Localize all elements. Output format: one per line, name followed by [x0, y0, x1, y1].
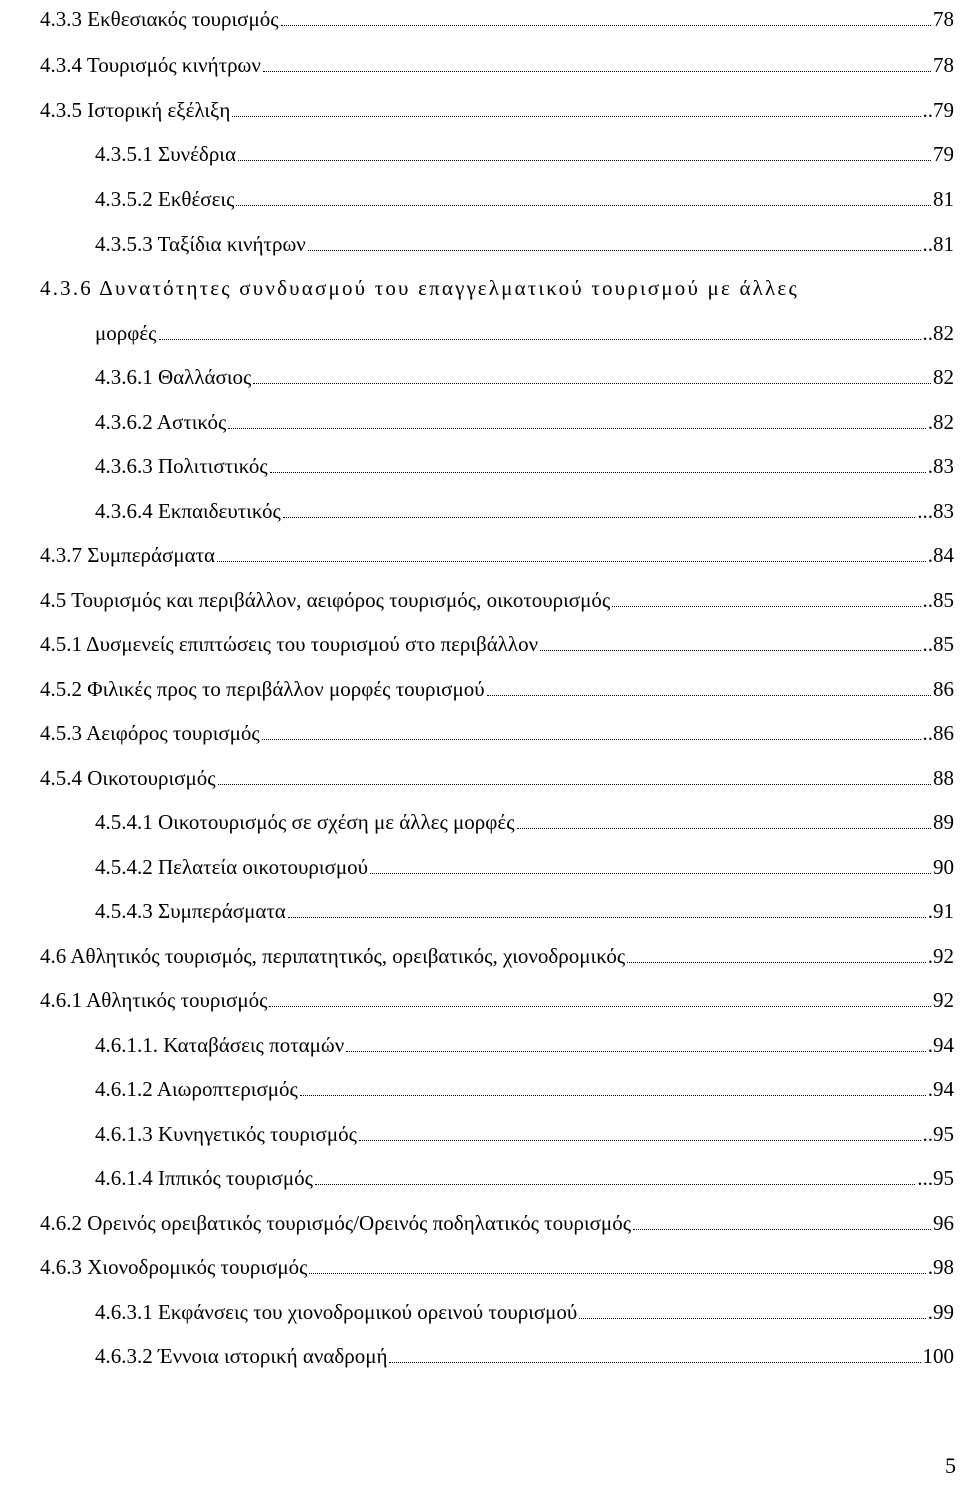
toc-entry — [95, 1066, 954, 1102]
toc-entry-page: ..95 — [922, 1122, 954, 1146]
toc-entry-title: 4.6.2 Ορεινός ορειβατικός τουρισμός/Ορεινός ποδηλατικός τουρισμός — [40, 1211, 632, 1235]
dot-leader — [281, 25, 931, 26]
dot-leader — [218, 784, 931, 785]
dot-leader — [308, 250, 921, 251]
toc-entry-title: 4.6.3.2 Έννοια ιστορική αναδρομή — [95, 1344, 388, 1368]
toc-entry — [95, 399, 954, 435]
toc-entry-page: .92 — [927, 944, 954, 968]
toc-entry — [40, 42, 954, 78]
toc-entry-page: 78 — [933, 53, 954, 77]
toc-entry-title: 4.3.6 Δυνατότητες συνδυασμού του επαγγελματικού τουρισμού με άλλες — [40, 276, 799, 300]
toc-entry-page: .84 — [927, 543, 954, 567]
toc-entry-page: 96 — [933, 1211, 954, 1235]
dot-leader — [359, 1140, 921, 1141]
dot-leader — [627, 962, 926, 963]
dot-leader — [633, 1229, 931, 1230]
toc-entry — [40, 755, 954, 791]
toc-entry — [40, 933, 954, 969]
toc-entry-page: 88 — [933, 766, 954, 790]
toc-entry-page: ..85 — [922, 588, 954, 612]
toc-entry-page: .99 — [927, 1300, 954, 1324]
toc-entry-title: 4.3.5.2 Εκθέσεις — [95, 187, 235, 211]
toc-entry — [95, 1111, 954, 1147]
toc-entry-title: 4.5.3 Αειφόρος τουρισμός — [40, 721, 260, 745]
toc-entry-title: 4.5.4.3 Συμπεράσματα — [95, 899, 286, 923]
dot-leader — [315, 1184, 915, 1185]
toc-entry — [95, 1289, 954, 1325]
toc-entry-page: ...95 — [917, 1166, 954, 1190]
toc-entry-title: 4.5.4 Οικοτουρισμός — [40, 766, 216, 790]
dot-leader — [370, 873, 931, 874]
toc-entry-title: 4.3.5 Ιστορική εξέλιξη — [40, 98, 231, 122]
toc-entry — [95, 844, 954, 880]
dot-leader — [517, 828, 931, 829]
toc-entry-page: 79 — [933, 142, 954, 166]
toc-entry — [95, 131, 954, 167]
toc-entry-title: 4.3.5.3 Ταξίδια κινήτρων — [95, 232, 306, 256]
toc-entry — [95, 310, 954, 346]
toc-entry-title: 4.3.6.2 Αστικός — [95, 410, 227, 434]
toc-entry — [40, 532, 954, 568]
page-number: 5 — [945, 1453, 956, 1478]
dot-leader — [579, 1318, 925, 1319]
toc-entry — [40, 87, 954, 123]
toc-entry-title: 4.5 Τουρισμός και περιβάλλον, αειφόρος τουρισμός, οικοτουρισμός — [40, 588, 611, 612]
toc-entry — [95, 354, 954, 390]
dot-leader — [389, 1362, 920, 1363]
toc-entry — [40, 265, 954, 301]
toc-entry-title: 4.3.6.4 Εκπαιδευτικός — [95, 499, 281, 523]
toc-entry — [95, 799, 954, 835]
dot-leader — [283, 517, 915, 518]
toc-entry-title: 4.6.1.2 Αιωροπτερισμός — [95, 1077, 298, 1101]
toc-entry-title: 4.5.4.1 Οικοτουρισμός σε σχέση με άλλες μορφές — [95, 810, 515, 834]
toc-entry-page: .94 — [927, 1077, 954, 1101]
dot-leader — [253, 383, 931, 384]
toc-entry-title: 4.6.1 Αθλητικός τουρισμός — [40, 988, 268, 1012]
dot-leader — [300, 1095, 926, 1096]
toc-entry-page: .91 — [927, 899, 954, 923]
toc-entry — [95, 1022, 954, 1058]
toc-entry — [95, 888, 954, 924]
toc-entry-page: ..81 — [922, 232, 954, 256]
toc-entry-page: 92 — [933, 988, 954, 1012]
toc-entry-title: 4.5.2 Φιλικές προς το περιβάλλον μορφές τουρισμού — [40, 677, 485, 701]
toc-entry — [40, 710, 954, 746]
toc-entry-title: 4.6.1.3 Κυνηγετικός τουρισμός — [95, 1122, 357, 1146]
toc-entry-page: .83 — [927, 454, 954, 478]
toc-entry-page: .82 — [927, 410, 954, 434]
toc-entry-title: 4.3.4 Τουρισμός κινήτρων — [40, 53, 261, 77]
toc-entry-page: 82 — [933, 365, 954, 389]
dot-leader — [159, 339, 921, 340]
toc-entry-page: .94 — [927, 1033, 954, 1057]
toc-entry-page: 100 — [922, 1344, 954, 1368]
toc-entry — [40, 0, 954, 32]
toc-entry-page: 81 — [933, 187, 954, 211]
dot-leader — [262, 739, 921, 740]
toc-entry-title: 4.3.3 Εκθεσιακός τουρισμός — [40, 7, 279, 31]
toc-entry-page: 89 — [933, 810, 954, 834]
toc-entry-title: 4.5.1 Δυσμενείς επιπτώσεις του τουρισμού στο περιβάλλον — [40, 632, 539, 656]
dot-leader — [540, 650, 920, 651]
toc-entry — [40, 666, 954, 702]
dot-leader — [270, 472, 926, 473]
dot-leader — [263, 71, 931, 72]
dot-leader — [487, 695, 931, 696]
dot-leader — [309, 1273, 925, 1274]
dot-leader — [269, 1006, 931, 1007]
toc-entry — [95, 443, 954, 479]
dot-leader — [228, 428, 925, 429]
toc-entry — [95, 176, 954, 212]
toc-entry — [40, 1200, 954, 1236]
toc-entry-title: 4.6.1.1. Καταβάσεις ποταμών — [95, 1033, 345, 1057]
dot-leader — [217, 561, 926, 562]
toc-entry-page: .98 — [927, 1255, 954, 1279]
toc-entry-title: 4.3.6.1 Θαλλάσιος — [95, 365, 252, 389]
toc-entry-title: 4.3.5.1 Συνέδρια — [95, 142, 236, 166]
toc-entry — [95, 1333, 954, 1369]
toc-entry-page: 90 — [933, 855, 954, 879]
toc-entry — [40, 577, 954, 613]
toc-entry — [40, 1244, 954, 1280]
dot-leader — [236, 205, 931, 206]
toc-entry-title: 4.3.6.3 Πολιτιστικός — [95, 454, 268, 478]
toc-entry-title: 4.3.7 Συμπεράσματα — [40, 543, 216, 567]
toc-entry-title: 4.6.1.4 Ιππικός τουρισμός — [95, 1166, 313, 1190]
dot-leader — [346, 1051, 926, 1052]
toc-entry-page: 78 — [933, 7, 954, 31]
toc-entry-title: 4.5.4.2 Πελατεία οικοτουρισμού — [95, 855, 369, 879]
dot-leader — [238, 160, 931, 161]
toc-entry — [40, 977, 954, 1013]
toc-entry — [40, 621, 954, 657]
toc-entry-title: μορφές — [95, 321, 157, 345]
dot-leader — [232, 116, 920, 117]
toc-entry-page: ..86 — [922, 721, 954, 745]
toc-entry — [95, 488, 954, 524]
toc-entry-page: 86 — [933, 677, 954, 701]
toc-entry — [95, 1155, 954, 1191]
toc-entry-page: ..85 — [922, 632, 954, 656]
dot-leader — [288, 917, 926, 918]
toc-entry — [95, 221, 954, 257]
toc-entry-title: 4.6.3 Χιονοδρομικός τουρισμός — [40, 1255, 308, 1279]
toc-entry-page: ..79 — [922, 98, 954, 122]
dot-leader — [612, 606, 920, 607]
toc-entry-page: ...83 — [917, 499, 954, 523]
toc-entry-title: 4.6 Αθλητικός τουρισμός, περιπατητικός, ορειβατικός, χιονοδρομικός — [40, 944, 626, 968]
toc-entry-title: 4.6.3.1 Εκφάνσεις του χιονοδρομικού ορεινού τουρισμού — [95, 1300, 578, 1324]
toc-entry-page: ..82 — [922, 321, 954, 345]
